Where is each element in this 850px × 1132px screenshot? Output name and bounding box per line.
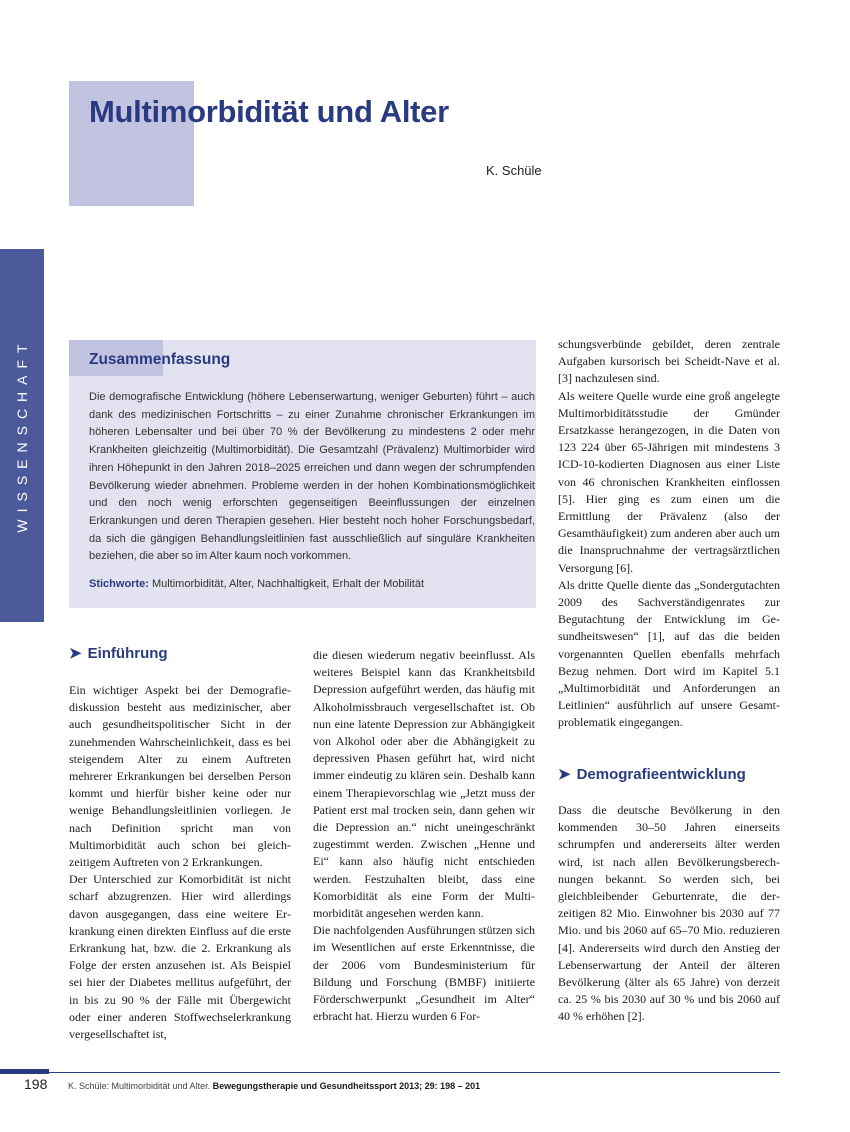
- paragraph: die diesen wiederum negativ beeinflusst. Als weiteres Beispiel kann das Krankheitsbild Depression aufgeführt werden, das häufig mit Alkoholmissbrauch vergesellschaftet ist. Ob nun eine latente Depression zur Abhängigkeit von Alkohol oder aber die Abhängigkeit zu depressiven Phasen geführt hat, wird nicht immer eindeutig zu klären sein. Deshalb kann einem Therapievorschlag wie „Jetzt muss der Patient erst mal trocken sein, dann gehen wir die Depression an.“ nicht uneingeschränkt zugestimmt werden. Zwischen „Henne und Ei“ kann also häufig nicht entschieden werden. Festzuhalten bleibt, dass eine Komorbidität als eine Form der Multimorbidität angesehen werden kann.: [313, 648, 535, 921]
- footer-accent-bar: [0, 1069, 49, 1074]
- keywords-list: Multimorbidität, Alter, Nachhaltigkeit, Erhalt der Mobilität: [148, 578, 425, 590]
- abstract-text: Die demografische Entwicklung (höhere Lebenserwartung, weniger Geburten) führt – auch dank des medizinischen Fortschritts – zu einer Zunahme chronischer Erkrankungen im höheren Lebensalter und bei über 70 % der Bevölkerung zu mindestens 2 oder mehr Krankheiten gleichzeitig (Multimorbidität). Die Gesamtzahl (Prävalenz) Multimorbider wird ihren Höhepunkt in den Jahren 2018–2025 erreichen und dann wegen der schrumpfenden Bevölkerung wieder abnehmen. Probleme werden in der hohen Kombinationsmöglichkeit und den noch wenig erforschten gegenseitigen Beeinflussungen der einzelnen Erkrankungen und deren Therapien gesehen. Hier besteht noch hoher Forschungsbedarf, da sich die gängigen Behandlungsleitlinien fast ausschließlich auf singuläre Krankheiten beziehen, die aber so im Alter kaum noch vorkommen.: [89, 391, 535, 563]
- paragraph: Der Unterschied zur Komorbidität ist nicht scharf abzugrenzen. Hier wird allerdings davon ausgegangen, dass eine weitere Erkrankung einen direkten Einfluss auf die erste Erkrankung hat, bzw. die 2. Erkrankung als Folge der ersten anzusehen ist. Als Beispiel sei hier der Diabetes mellitus aufgeführt, der in bis zu 90 % der Fälle mit Übergewicht oder einer anderen Stoffwechselerkrankung vergesellschaftet ist,: [69, 872, 291, 1042]
- page-number: 198: [24, 1076, 48, 1092]
- heading-arrow-icon: ➤: [69, 645, 82, 662]
- body-column-1: [69, 682, 291, 1043]
- section-side-label: WISSENSCHAFT: [14, 337, 30, 533]
- body-column-3-bottom: [558, 802, 780, 1026]
- keywords-label: Stichworte:: [89, 578, 149, 590]
- paragraph: Als dritte Quelle diente das „Sondergutachten 2009 des Sachverständigenrates zur Begutachtung der Entwicklung im Gesundheitswesen“ [1], auf das die beiden vorgenannten Quellen ebenfalls mehrfach Bezug nehmen. Dort wird im Kapitel 5.1 „Multimorbidität und Anforderungen an Leitlinien“ ausführlich auf unsere Gesamtproblematik eingegangen.: [558, 577, 780, 730]
- heading-label: Einführung: [87, 645, 168, 662]
- footer-rule: [49, 1072, 780, 1073]
- footer-citation: [68, 1081, 480, 1091]
- abstract-heading: Zusammenfassung: [89, 351, 231, 368]
- paragraph: Die nachfolgenden Ausführungen stützen sich im Wesentlichen auf erste Erkenntnisse, die der 2006 vom Bundesministerium für Bildung und Forschung (BMBF) initiierte Förderschwerpunkt „Gesundheit im Alter“ erbracht hat. Hierzu wurden 6 For-: [313, 923, 535, 1024]
- paragraph: Ein wichtiger Aspekt bei der Demografiediskussion besteht aus medizinischer, aber auch gesundheitspolitischer Sicht in der zunehmenden Wahrscheinlichkeit, dass es bei steigendem Alter zu einem Auftreten mehrerer Erkrankungen bei derselben Person kommt und hierfür bisher keine oder nur wenige Behandlungsleitlinien vorliegen. Je nach Definition spricht man von Multimorbidität auch schon bei gleichzeitigem Auftreten von 2 Erkrankungen.: [69, 683, 291, 870]
- abstract-box: [69, 340, 536, 608]
- article-title: Multimorbidität und Alter: [89, 94, 449, 129]
- body-column-3-top: [558, 336, 780, 732]
- citation-journal: Bewegungstherapie und Gesundheitssport 2013; 29: 198 – 201: [212, 1081, 481, 1091]
- paragraph: Dass die deutsche Bevölkerung in den kommenden 30–50 Jahren einerseits schrumpfen und andererseits älter werden wird, ist nach allen Bevölkerungsberechnungen bekannt. So werden sich, bei gleichbleibender Geburtenrate, die derzeitigen 82 Mio. Einwohner bis 2030 auf 77 Mio. und bis 2060 auf 65–70 Mio. reduzieren [4]. Andererseits wird durch den Anstieg der Lebenserwartung der Anteil der älteren Bevölkerung (älter als 65 Jahre) von derzeit ca. 25 % bis 2030 auf 30 % und bis 2060 auf 40 % erhöhen [2].: [558, 803, 780, 1024]
- article-author: K. Schüle: [486, 163, 542, 178]
- heading-einfuehrung: [69, 644, 168, 662]
- body-column-2: [313, 647, 535, 1025]
- paragraph: Als weitere Quelle wurde eine groß angelegte Multimorbiditätsstudie der Gmünder Ersatzkasse herangezogen, in die Daten von 123 224 über 65-Jährigen mit mindestens 3 ICD-10-kodierten Diagnosen aus einer Liste von 46 chronischen Krankheiten einflossen [5]. Hier ging es zum einen um die Ermittlung der Prävalenz (also der Gesamthäufigkeit) zum anderen aber auch um die Inanspruchnahme der vertragsärztlichen Versorgung [6].: [558, 388, 780, 575]
- citation-plain: K. Schüle: Multimorbidität und Alter.: [68, 1081, 213, 1091]
- paragraph: schungsverbünde gebildet, deren zentrale Aufgaben kursorisch bei Scheidt-Nave et al. [3] nachzulesen sind.: [558, 337, 780, 386]
- heading-demografieentwicklung: [558, 765, 746, 783]
- heading-arrow-icon: ➤: [558, 766, 571, 783]
- abstract-keywords: [89, 578, 424, 590]
- heading-label: Demografieentwicklung: [576, 766, 746, 783]
